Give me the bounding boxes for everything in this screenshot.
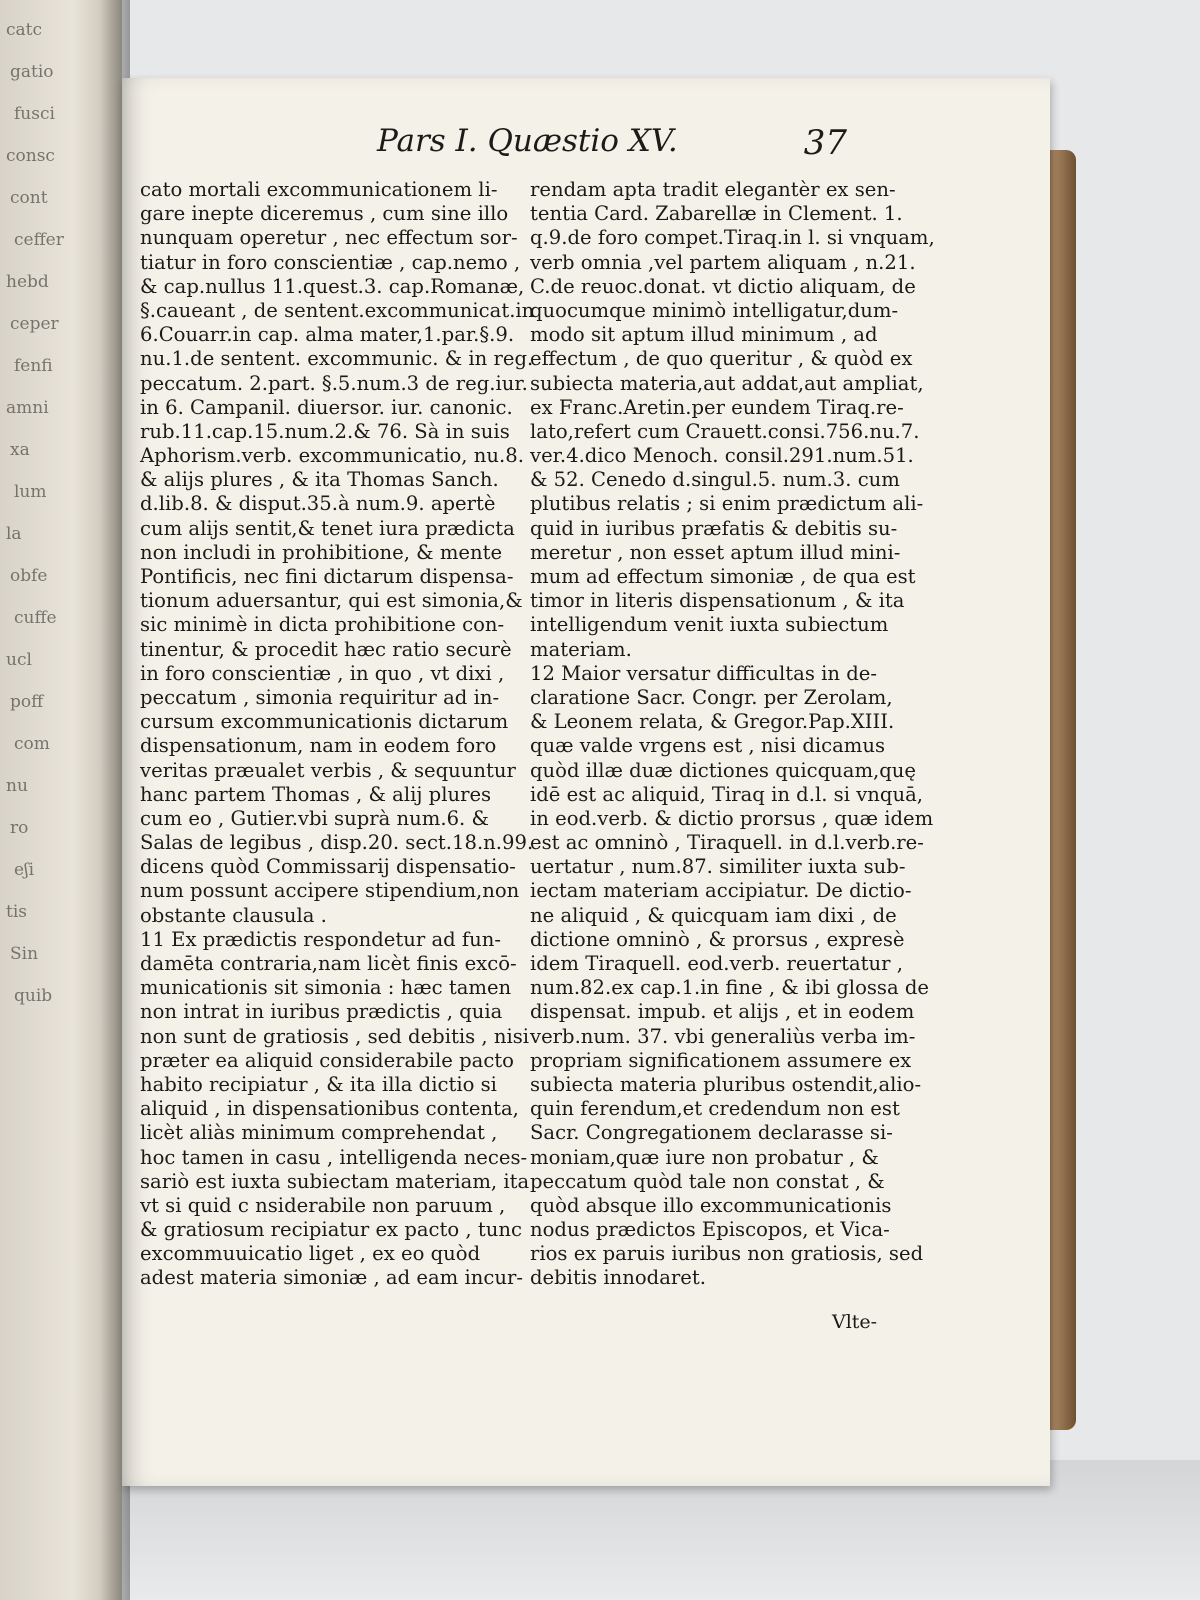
- left-text-column: [140, 178, 535, 1291]
- text-line: quòd absque illo excommunicationis: [530, 1193, 892, 1217]
- text-line: claratione Sacr. Congr. per Zerolam,: [530, 685, 893, 709]
- text-line: modo sit aptum illud minimum , ad: [530, 323, 878, 347]
- page-number: 37: [803, 123, 847, 163]
- text-line: dispensationum, nam in eodem foro: [140, 734, 497, 758]
- text-line: dictione omninò , & prorsus , expresè: [530, 927, 905, 951]
- text-line: quid in iuribus præfatis & debitis su-: [530, 516, 898, 540]
- text-line: quocumque minimò intelligatur,dum-: [530, 298, 899, 322]
- text-line: tentia Card. Zabarellæ in Clement. 1.: [530, 202, 903, 226]
- text-line: vt si quid c nsiderabile non paruum ,: [140, 1193, 506, 1217]
- text-line: gare inepte diceremus , cum sine illo: [140, 202, 509, 226]
- text-line: in foro conscientiæ , in quo , vt dixi ,: [140, 661, 505, 685]
- running-head: [377, 123, 847, 163]
- previous-page-text-fragment: xa: [10, 440, 30, 460]
- text-line: C.de reuoc.donat. vt dictio aliquam, de: [530, 274, 916, 298]
- previous-page-text-fragment: poff: [10, 692, 44, 712]
- text-line: ver.4.dico Menoch. consil.291.num.51.: [530, 444, 914, 468]
- text-line: d.lib.8. & disput.35.à num.9. apertè: [140, 492, 496, 516]
- previous-page-text-fragment: cont: [10, 188, 48, 208]
- right-text-column: [530, 178, 935, 1291]
- text-line: non intrat in iuribus prædictis , quia: [140, 1000, 503, 1024]
- text-line: veritas præualet verbis , & sequuntur: [140, 758, 516, 782]
- previous-page-text-fragment: eʃi: [14, 860, 35, 880]
- text-line: ne aliquid , & quicquam iam dixi , de: [530, 903, 897, 927]
- previous-page-text-fragment: ceper: [10, 314, 59, 334]
- text-line: & Leonem relata, & Gregor.Pap.XIII.: [530, 710, 895, 734]
- previous-page-text-fragment: quib: [14, 986, 53, 1006]
- text-line: §.caueant , de sentent.excommunicat.in: [140, 298, 535, 322]
- text-line: idē est ac aliquid, Tiraq in d.l. si vnquā,: [530, 782, 923, 806]
- text-line: Sacr. Congregationem declarasse si-: [530, 1121, 893, 1145]
- previous-page-text-fragment: gatio: [10, 62, 54, 82]
- text-line: peccatum. 2.part. §.5.num.3 de reg.iur.: [140, 371, 528, 395]
- text-line: rendam apta tradit elegantèr ex sen-: [530, 178, 896, 201]
- text-line: in eod.verb. & dictio prorsus , quæ idem: [530, 806, 934, 830]
- text-line: rub.11.cap.15.num.2.& 76. Sà in suis: [140, 419, 510, 443]
- text-line: quæ valde vrgens est , nisi dicamus: [530, 734, 886, 758]
- text-line: dispensat. impub. et alijs , et in eodem: [530, 1000, 915, 1024]
- text-line: Pontificis, nec fini dictarum dispensa-: [140, 565, 514, 588]
- previous-page-text-fragment: Sin: [10, 944, 39, 964]
- text-line: aliquid , in dispensationibus contenta,: [140, 1097, 519, 1121]
- previous-page-text-fragment: cuffe: [14, 608, 57, 628]
- text-line: sic minimè in dicta prohibitione con-: [140, 613, 505, 637]
- text-line: meretur , non esset aptum illud mini-: [530, 540, 901, 564]
- previous-page-text-fragment: amni: [6, 398, 49, 418]
- text-line: tinentur, & procedit hæc ratio securè: [140, 637, 512, 661]
- text-line: effectum , de quo queritur , & quòd ex: [530, 347, 913, 371]
- text-line: Salas de legibus , disp.20. sect.18.n.99.: [140, 831, 534, 855]
- text-line: non sunt de gratiosis , sed debitis , nisi: [140, 1024, 530, 1048]
- catchword: Vlte-: [832, 1311, 878, 1333]
- text-line: hanc partem Thomas , & alij plures: [140, 782, 492, 806]
- text-line: lato,refert cum Crauett.consi.756.nu.7.: [530, 419, 920, 443]
- previous-page-text-fragment: fenfi: [14, 356, 53, 376]
- text-line: & cap.nullus 11.quest.3. cap.Romanæ,: [140, 274, 525, 298]
- text-line: est ac omninò , Tiraquell. in d.l.verb.re-: [530, 831, 924, 855]
- text-line: subiecta materia pluribus ostendit,alio-: [530, 1072, 922, 1096]
- text-line: 6.Couarr.in cap. alma mater,1.par.§.9.: [140, 323, 515, 347]
- text-line: ex Franc.Aretin.per eundem Tiraq.re-: [530, 395, 904, 419]
- text-line: timor in literis dispensationum , & ita: [530, 589, 905, 613]
- text-line: propriam significationem assumere ex: [530, 1048, 912, 1072]
- text-line: & alijs plures , & ita Thomas Sanch.: [140, 468, 499, 492]
- text-line: & 52. Cenedo d.singul.5. num.3. cum: [530, 468, 900, 492]
- text-line: damēta contraria,nam licèt finis excō-: [140, 952, 517, 975]
- text-line: tiatur in foro conscientiæ , cap.nemo ,: [140, 250, 521, 274]
- text-line: uertatur , num.87. similiter iuxta sub-: [530, 855, 906, 879]
- text-line: num.82.ex cap.1.in fine , & ibi glossa de: [530, 976, 930, 1000]
- text-line: dicens quòd Commissarij dispensatio-: [140, 855, 516, 879]
- previous-page-text-fragment: fusci: [14, 104, 55, 124]
- previous-page-text-fragment: com: [14, 734, 50, 754]
- text-line: nodus prædictos Episcopos, et Vica-: [530, 1218, 890, 1242]
- text-line: & gratiosum recipiatur ex pacto , tunc: [140, 1218, 522, 1242]
- text-line: Aphorism.verb. excommunicatio, nu.8.: [140, 444, 524, 468]
- text-line: adest materia simoniæ , ad eam incur-: [140, 1266, 523, 1290]
- text-line: 12 Maior versatur difficultas in de-: [530, 661, 877, 685]
- text-line: num possunt accipere stipendium,non: [140, 879, 520, 903]
- text-line: peccatum , simonia requiritur ad in-: [140, 685, 500, 709]
- text-line: verb omnia ,vel partem aliquam , n.21.: [530, 250, 916, 274]
- previous-page-text-fragment: ceffer: [14, 230, 64, 250]
- book-page: [122, 78, 1050, 1486]
- text-line: non includi in prohibitione, & mente: [140, 540, 503, 564]
- previous-page-text-fragment: consc: [6, 146, 55, 166]
- text-line: q.9.de foro compet.Tiraq.in l. si vnquam,: [530, 226, 935, 250]
- text-line: quin ferendum,et credendum non est: [530, 1097, 900, 1121]
- text-line: debitis innodaret.: [530, 1266, 706, 1290]
- text-line: cursum excommunicationis dictarum: [140, 710, 509, 734]
- text-line: 11 Ex prædictis respondetur ad fun-: [140, 927, 502, 951]
- text-line: tionum aduersantur, qui est simonia,&: [140, 589, 523, 613]
- text-line: hoc tamen in casu , intelligenda neces-: [140, 1145, 528, 1169]
- text-line: mum ad effectum simoniæ , de qua est: [530, 565, 916, 588]
- text-line: cum alijs sentit,& tenet iura prædicta: [140, 516, 515, 540]
- text-line: peccatum quòd tale non constat , &: [530, 1169, 885, 1193]
- previous-page-text-fragment: lum: [14, 482, 47, 502]
- text-line: verb.num. 37. vbi generaliùs verba im-: [530, 1024, 916, 1048]
- previous-page-text-fragment: ro: [10, 818, 29, 838]
- text-line: præter ea aliquid considerabile pacto: [140, 1048, 514, 1072]
- text-line: sariò est iuxta subiectam materiam, ita: [140, 1169, 530, 1193]
- text-line: municationis sit simonia : hæc tamen: [140, 976, 512, 1000]
- text-line: plutibus relatis ; si enim prædictum ali-: [530, 492, 924, 516]
- text-line: in 6. Campanil. diuersor. iur. canonic.: [140, 395, 513, 419]
- text-line: cum eo , Gutier.vbi suprà num.6. &: [140, 806, 489, 830]
- text-line: nu.1.de sentent. excommunic. & in reg.: [140, 347, 534, 371]
- text-line: obstante clausula .: [140, 903, 327, 927]
- text-line: iectam materiam accipiatur. De dictio-: [530, 879, 912, 903]
- text-line: intelligendum venit iuxta subiectum: [530, 613, 889, 637]
- previous-page-text-fragment: catc: [6, 20, 43, 40]
- text-line: materiam.: [530, 637, 632, 661]
- text-line: habito recipiatur , & ita illa dictio si: [140, 1072, 497, 1096]
- previous-page-text-fragment: ucl: [6, 650, 32, 670]
- text-line: nunquam operetur , nec effectum sor-: [140, 226, 518, 250]
- previous-page-text-fragment: obfe: [10, 566, 48, 586]
- text-line: excommuuicatio liget , ex eo quòd: [140, 1242, 481, 1266]
- text-line: cato mortali excommunicationem li-: [140, 178, 498, 201]
- text-line: moniam,quæ iure non probatur , &: [530, 1145, 879, 1169]
- text-line: subiecta materia,aut addat,aut ampliat,: [530, 371, 924, 395]
- text-line: idem Tiraquell. eod.verb. reuertatur ,: [530, 952, 903, 975]
- text-line: rios ex paruis iuribus non gratiosis, sed: [530, 1242, 924, 1266]
- previous-page-text-fragment: hebd: [6, 272, 49, 292]
- previous-page-text-fragment: nu: [6, 776, 28, 796]
- running-head-title: Pars I. Quæstio XV.: [377, 123, 678, 159]
- text-line: licèt aliàs minimum comprehendat ,: [140, 1121, 498, 1145]
- previous-page-text-fragment: la: [6, 524, 22, 544]
- text-line: quòd illæ duæ dictiones quicquam,quę: [530, 758, 917, 782]
- previous-page-text-fragment: tis: [6, 902, 27, 922]
